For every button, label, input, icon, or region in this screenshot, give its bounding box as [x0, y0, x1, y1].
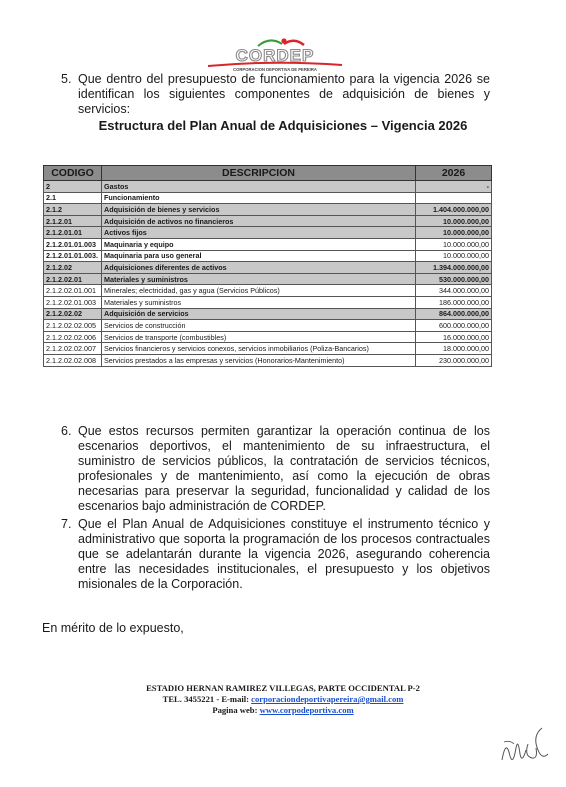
amount-cell: 530.000.000,00 — [416, 273, 492, 285]
footer-contact — [60, 694, 506, 705]
table-header-row — [44, 166, 492, 181]
code-cell: 2 — [44, 181, 102, 193]
table-row — [44, 285, 492, 297]
amount-cell: 10.000.000,00 — [416, 215, 492, 227]
amount-cell: - — [416, 181, 492, 193]
table-title: Estructura del Plan Anual de Adquisiciones – Vigencia 2026 — [98, 118, 468, 133]
logo-subtitle: CORPORACION DEPORTIVA DE PEREIRA — [233, 67, 317, 72]
paragraph-item-6 — [61, 424, 490, 514]
footer — [60, 683, 506, 716]
footer-web — [60, 705, 506, 716]
code-cell: 2.1.2.01.01.003 — [44, 238, 102, 250]
header-descripcion: DESCRIPCION — [102, 166, 416, 181]
amount-cell: 600.000.000,00 — [416, 320, 492, 332]
table-row — [44, 354, 492, 366]
description-cell: Materiales y suministros — [102, 296, 416, 308]
header-year: 2026 — [416, 166, 492, 181]
description-cell: Maquinaria para uso general — [102, 250, 416, 262]
code-cell: 2.1.2.02 — [44, 262, 102, 274]
paragraph-item-7 — [61, 517, 490, 592]
item-text: Que dentro del presupuesto de funcionamiento para la vigencia 2026 se identifican los siguientes componentes de adquisición de bienes y servicios: — [78, 72, 490, 116]
description-cell: Adquisiciones diferentes de activos — [102, 262, 416, 274]
description-cell: Adquisición de bienes y servicios — [102, 204, 416, 216]
amount-cell: 10.000.000,00 — [416, 227, 492, 239]
table-row — [44, 204, 492, 216]
code-cell: 2.1.2.01 — [44, 215, 102, 227]
table-row — [44, 320, 492, 332]
header-codigo: CODIGO — [44, 166, 102, 181]
code-cell: 2.1.2.02.01.003 — [44, 296, 102, 308]
description-cell: Servicios de construcción — [102, 320, 416, 332]
description-cell: Servicios financieros y servicios conexos, servicios inmobiliarios (Poliza-Bancarios) — [102, 343, 416, 355]
description-cell: Gastos — [102, 181, 416, 193]
email-link[interactable]: corporaciondeportivapereira@gmail.com — [251, 694, 404, 704]
item-number: 7. — [61, 517, 72, 531]
amount-cell: 230.000.000,00 — [416, 354, 492, 366]
footer-web-label: Pagina web: — [212, 705, 258, 715]
item-text: Que el Plan Anual de Adquisiciones constituye el instrumento técnico y administrativo que soporta la programación de los procesos contractuales que se adelantarán durante la vigencia 2026, asegurando coherencia entre las necesidades institucionales, el presupuesto y los objetivos misionales de la Corporación. — [78, 517, 490, 591]
table-row — [44, 308, 492, 320]
table-row — [44, 331, 492, 343]
description-cell: Adquisición de servicios — [102, 308, 416, 320]
item-text: Que estos recursos permiten garantizar la operación continua de los escenarios deportivos, el mantenimiento de su infraestructura, el suministro de servicios públicos, la contratación de servicios técnicos, profesionales y de mantenimiento, así como la ejecución de obras necesarias para preservar la seguridad, funcionalidad y calidad de los escenarios bajo administración de CORDEP. — [78, 424, 490, 513]
code-cell: 2.1.2.02.01.001 — [44, 285, 102, 297]
paragraph-item-5 — [61, 72, 490, 117]
description-cell: Minerales; electricidad, gas y agua (Servicios Públicos) — [102, 285, 416, 297]
budget-table — [43, 165, 492, 367]
code-cell: 2.1.2.01.01 — [44, 227, 102, 239]
item-number: 6. — [61, 424, 72, 438]
description-cell: Materiales y suministros — [102, 273, 416, 285]
table-row — [44, 192, 492, 204]
code-cell: 2.1.2.02.01 — [44, 273, 102, 285]
amount-cell: 1.394.000.000,00 — [416, 262, 492, 274]
description-cell: Servicios prestados a las empresas y servicios (Honorarios-Mantenimiento) — [102, 354, 416, 366]
amount-cell: 16.000.000,00 — [416, 331, 492, 343]
table-row — [44, 181, 492, 193]
code-cell: 2.1.2 — [44, 204, 102, 216]
code-cell: 2.1.2.01.01.003. — [44, 250, 102, 262]
footer-tel: TEL. 3455221 - E-mail: — [162, 694, 250, 704]
table-row — [44, 238, 492, 250]
amount-cell: 864.000.000,00 — [416, 308, 492, 320]
code-cell: 2.1 — [44, 192, 102, 204]
amount-cell: 18.000.000,00 — [416, 343, 492, 355]
table-row — [44, 262, 492, 274]
cordep-logo — [200, 38, 350, 74]
closing-text: En mérito de lo expuesto, — [42, 621, 184, 635]
amount-cell: 186.000.000,00 — [416, 296, 492, 308]
code-cell: 2.1.2.02.02.008 — [44, 354, 102, 366]
website-link[interactable]: www.corpodeportiva.com — [259, 705, 354, 715]
logo-text: CORDEP — [235, 46, 315, 65]
description-cell: Adquisición de activos no financieros — [102, 215, 416, 227]
code-cell: 2.1.2.02.02.005 — [44, 320, 102, 332]
amount-cell — [416, 192, 492, 204]
amount-cell: 10.000.000,00 — [416, 238, 492, 250]
footer-address: ESTADIO HERNAN RAMIREZ VILLEGAS, PARTE OCCIDENTAL P-2 — [146, 683, 420, 693]
amount-cell: 1.404.000.000,00 — [416, 204, 492, 216]
description-cell: Funcionamiento — [102, 192, 416, 204]
code-cell: 2.1.2.02.02.007 — [44, 343, 102, 355]
table-row — [44, 227, 492, 239]
table-row — [44, 250, 492, 262]
amount-cell: 10.000.000,00 — [416, 250, 492, 262]
table-row — [44, 296, 492, 308]
description-cell: Maquinaria y equipo — [102, 238, 416, 250]
code-cell: 2.1.2.02.02 — [44, 308, 102, 320]
code-cell: 2.1.2.02.02.006 — [44, 331, 102, 343]
description-cell: Activos fijos — [102, 227, 416, 239]
amount-cell: 344.000.000,00 — [416, 285, 492, 297]
table-row — [44, 215, 492, 227]
description-cell: Servicios de transporte (combustibles) — [102, 331, 416, 343]
signature-initials — [498, 720, 553, 770]
table-row — [44, 273, 492, 285]
table-row — [44, 343, 492, 355]
item-number: 5. — [61, 72, 72, 86]
